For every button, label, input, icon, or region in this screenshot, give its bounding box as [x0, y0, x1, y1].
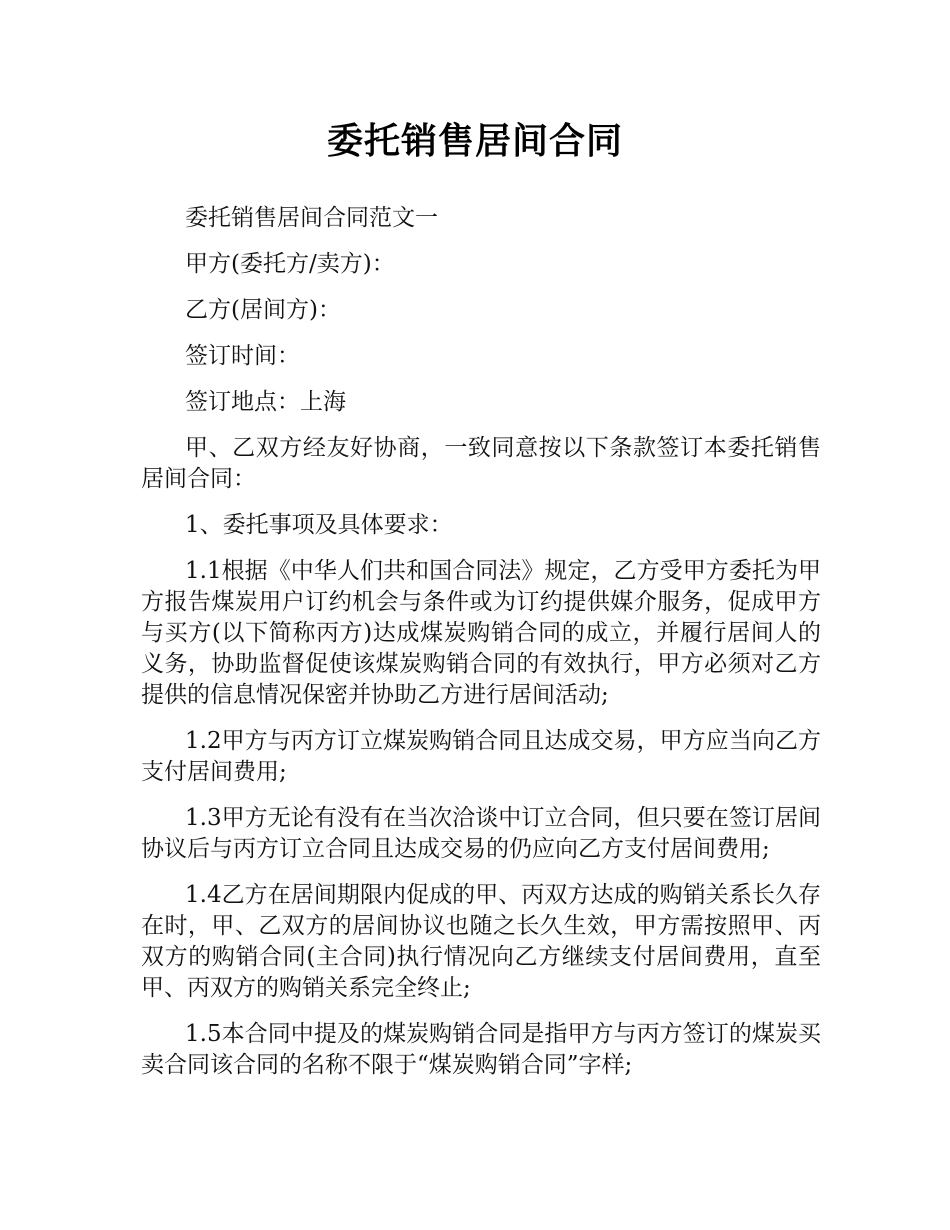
clause-1-2: 1.2甲方与丙方订立煤炭购销合同且达成交易，甲方应当向乙方支付居间费用;: [141, 728, 821, 785]
clause-1-1: 1.1根据《中华人们共和国合同法》规定，乙方受甲方委托为甲方报告煤炭用户订约机会与条件或为订约提供媒介服务，促成甲方与买方(以下简称丙方)达成煤炭购销合同的成立，并履行居间人的义务，协助监督促使该煤炭购销合同的有效执行，甲方必须对乙方提供的信息情况保密并协助乙方进行居间活动;: [141, 558, 821, 708]
paragraph-party-b: 乙方(居间方)：: [185, 297, 341, 323]
clause-1-4: 1.4乙方在居间期限内促成的甲、丙双方达成的购销关系长久存在时，甲、乙双方的居间协议也随之长久生效，甲方需按照甲、丙双方的购销合同(主合同)执行情况向乙方继续支付居间费用，直至甲、丙双方的购销关系完全终止;: [141, 882, 821, 1001]
paragraph-sign-time: 签订时间：: [185, 343, 300, 369]
clause-1-3: 1.3甲方无论有没有在当次洽谈中订立合同，但只要在签订居间协议后与丙方订立合同且达成交易的仍应向乙方支付居间费用;: [141, 805, 821, 862]
paragraph-intro: 甲、乙双方经友好协商，一致同意按以下条款签订本委托销售居间合同：: [141, 435, 821, 492]
paragraph-sign-place: 签订地点：上海: [185, 389, 346, 415]
paragraph-party-a: 甲方(委托方/卖方)：: [185, 251, 395, 277]
document-body: [141, 203, 821, 1096]
paragraph-subtitle: 委托销售居间合同范文一: [185, 205, 438, 231]
clause-1-5: 1.5本合同中提及的煤炭购销合同是指甲方与丙方签订的煤炭买卖合同该合同的名称不限于“煤炭购销合同”字样;: [141, 1021, 821, 1078]
section-heading-1: 1、委托事项及具体要求：: [185, 512, 453, 538]
document-title: 委托销售居间合同: [326, 121, 623, 162]
